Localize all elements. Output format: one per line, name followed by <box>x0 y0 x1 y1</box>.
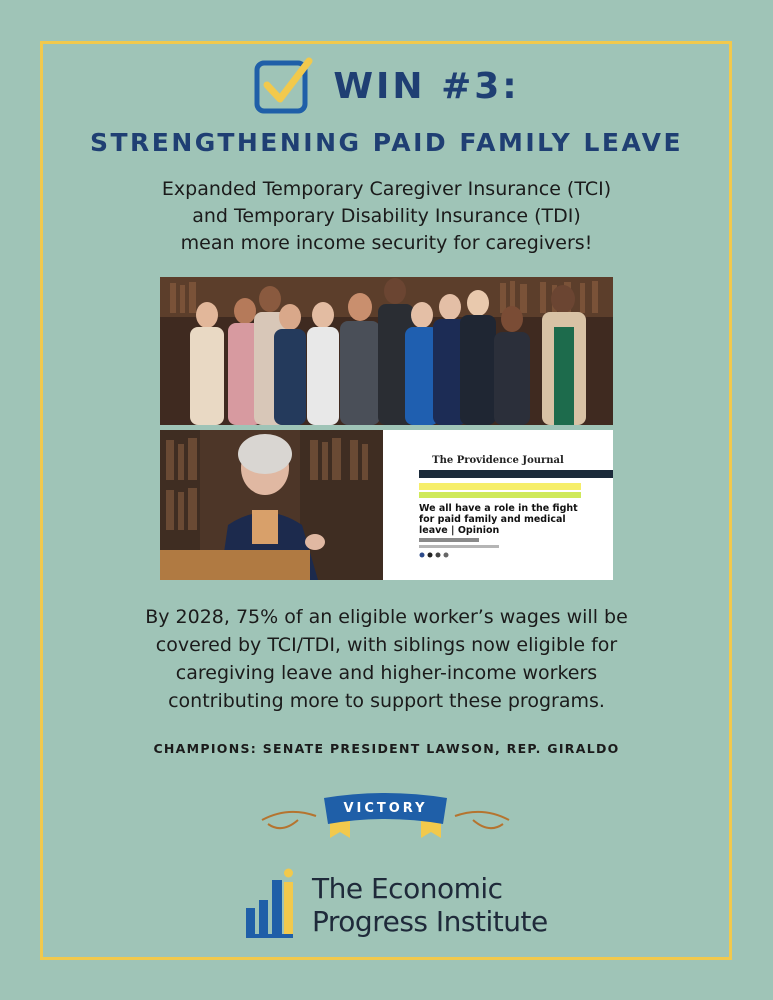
intro-line: Expanded Temporary Caregiver Insurance (TCI) <box>161 178 612 200</box>
checkbox-icon <box>253 55 315 117</box>
logo-line: Progress Institute <box>312 905 548 938</box>
win-title: WIN #3: <box>333 65 520 107</box>
newspaper-nav-bar <box>419 470 613 478</box>
intro-line: mean more income security for caregivers! <box>180 232 593 254</box>
intro-text <box>60 176 713 257</box>
victory-ribbon-icon <box>258 790 513 842</box>
newspaper-masthead: The Providence Journal <box>432 455 564 466</box>
intro-line: and Temporary Disability Insurance (TDI) <box>192 205 581 227</box>
highlight-bar <box>419 492 581 498</box>
speaker-photo <box>160 430 383 580</box>
body-line: contributing more to support these programs. <box>168 690 605 712</box>
news-clipping <box>383 430 613 580</box>
highlight-bar <box>419 483 581 490</box>
body-line: By 2028, 75% of an eligible worker’s wages will be <box>145 606 628 628</box>
champions-line: CHAMPIONS: SENATE PRESIDENT LAWSON, REP. GIRALDO <box>153 741 620 756</box>
page-subtitle: STRENGTHENING PAID FAMILY LEAVE <box>89 128 684 157</box>
group-photo-image <box>160 277 613 425</box>
body-line: covered by TCI/TDI, with siblings now eligible for <box>155 634 618 656</box>
body-line: caregiving leave and higher-income workers <box>175 662 598 684</box>
byline-placeholder <box>419 538 479 542</box>
news-headline: We all have a role in the fight for paid family and medical leave | Opinion <box>419 503 578 536</box>
epi-logo-icon <box>246 868 296 940</box>
body-text <box>60 603 713 715</box>
group-photo <box>160 277 613 425</box>
speaker-photo-image <box>160 430 383 580</box>
title-row <box>0 55 773 117</box>
date-placeholder <box>419 545 499 548</box>
victory-label: VICTORY <box>343 801 428 816</box>
epi-logo-text <box>312 872 552 938</box>
victory-banner <box>258 790 513 842</box>
logo-line: The Economic <box>312 872 503 905</box>
share-icons <box>419 552 469 558</box>
